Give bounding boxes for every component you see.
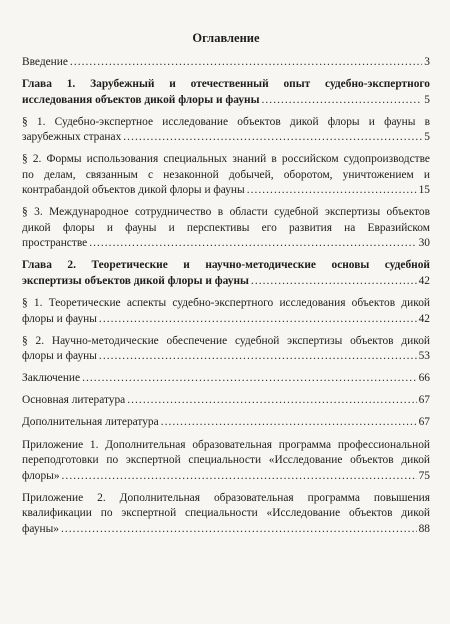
dot-leader [161,415,417,431]
toc-entry-text: флоры и фауны [22,312,97,325]
toc-entry-line [22,491,430,507]
page-number: 5 [424,131,430,144]
toc-entry-text: Дополнительная литература [22,416,159,429]
toc-entry-line [22,77,430,93]
toc-entry-text: Приложение 2. Дополнительная образовательная программа повышения [22,491,430,504]
toc-entry-text: Глава 2. Теоретические и научно-методические основы судебной [22,259,430,272]
toc-entry-text: исследования объектов дикой флоры и фауны [22,93,260,106]
toc-entry-line [22,334,430,350]
toc-entry [22,115,430,146]
toc-entry-last-line [22,469,430,485]
page-number: 42 [418,312,430,325]
toc-entry-line [22,115,430,131]
dot-leader [62,469,417,485]
toc-entry-last-line [22,55,430,71]
toc-entry [22,152,430,199]
toc-entry [22,258,430,289]
toc-entry [22,371,430,387]
page-number: 42 [418,274,430,287]
toc-entry-last-line [22,371,430,387]
toc-entry-text: дикой флоры и фауны и перспективы его развития на Евразийском [22,221,430,234]
toc-entry-line [22,506,430,522]
page-number: 88 [418,522,430,535]
toc-entry-text: Основная литература [22,394,126,407]
toc-entry-line [22,296,430,312]
toc-entry-text: Глава 1. Зарубежный и отечественный опыт судебно-экспертного [22,78,430,91]
dot-leader [262,93,423,109]
dot-leader [251,274,417,290]
toc-entry-text: по делам, связанным с незаконной добычей, оборотом, уничтожением и [22,168,430,181]
toc-title: Оглавление [192,31,260,45]
dot-leader [247,183,417,199]
toc-entry-line [22,258,430,274]
toc-entry [22,296,430,327]
page-number: 66 [418,372,430,385]
toc-list [22,55,430,537]
toc-entry-last-line [22,236,430,252]
page-number: 53 [418,350,430,363]
toc-entry-text: флоры и фауны [22,350,97,363]
toc-entry-text: экспертизы объектов дикой флоры и фауны [22,274,249,287]
toc-entry [22,438,430,485]
toc-entry-last-line [22,312,430,328]
toc-entry-text: квалификации по экспертной специальности «Исследование объектов дикой [22,507,430,520]
toc-entry-text: § 2. Научно-методические обеспечение судебной экспертизы объектов дикой [22,334,430,347]
toc-entry-line [22,438,430,454]
dot-leader [89,236,416,252]
page-number: 67 [418,394,430,407]
dot-leader [123,130,422,146]
toc-entry-last-line [22,93,430,109]
toc-entry-text: флоры» [22,469,60,482]
page-number: 75 [418,469,430,482]
dot-leader [61,522,417,538]
toc-entry-text: § 1. Теоретические аспекты судебно-экспертного исследования объектов дикой [22,297,430,310]
toc-entry-text: Введение [22,56,68,68]
dot-leader [127,393,416,409]
toc-entry-text: фауны» [22,522,59,535]
toc-entry [22,334,430,365]
toc-entry-last-line [22,183,430,199]
dot-leader [70,55,422,71]
toc-entry [22,491,430,538]
toc-entry [22,77,430,108]
dot-leader [99,349,417,365]
toc-entry-last-line [22,274,430,290]
page-number: 3 [424,56,430,68]
toc-entry-text: Заключение [22,372,81,385]
page-number: 30 [418,237,430,250]
toc-entry-text: пространстве [22,237,88,250]
toc-entry-text: § 3. Международное сотрудничество в области судебной экспертизы объектов [22,206,430,219]
toc-entry [22,205,430,252]
dot-leader [99,312,417,328]
toc-entry-last-line [22,130,430,146]
toc-entry-text: переподготовки по экспертной специальности «Исследование объектов дикой [22,454,430,467]
toc-entry-line [22,221,430,237]
toc-entry-line [22,168,430,184]
toc-entry-line [22,453,430,469]
dot-leader [82,371,417,387]
page-number: 67 [418,416,430,429]
toc-entry [22,393,430,409]
toc-entry-line [22,152,430,168]
toc-entry-text: контрабандой объектов дикой флоры и фауны [22,184,245,197]
page-number: 5 [424,93,430,106]
toc-entry-last-line [22,349,430,365]
toc-entry-last-line [22,415,430,431]
toc-entry-last-line [22,393,430,409]
toc-entry [22,55,430,71]
toc-entry-line [22,205,430,221]
toc-entry-last-line [22,522,430,538]
page-number: 15 [418,184,430,197]
toc-entry-text: § 2. Формы использования специальных знаний в российском судопроизводстве [22,153,430,166]
toc-entry [22,415,430,431]
toc-entry-text: § 1. Судебно-экспертное исследование объектов дикой флоры и фауны в [22,115,430,128]
toc-entry-text: зарубежных странах [22,131,122,144]
toc-entry-text: Приложение 1. Дополнительная образовательная программа профессиональной [22,438,430,451]
